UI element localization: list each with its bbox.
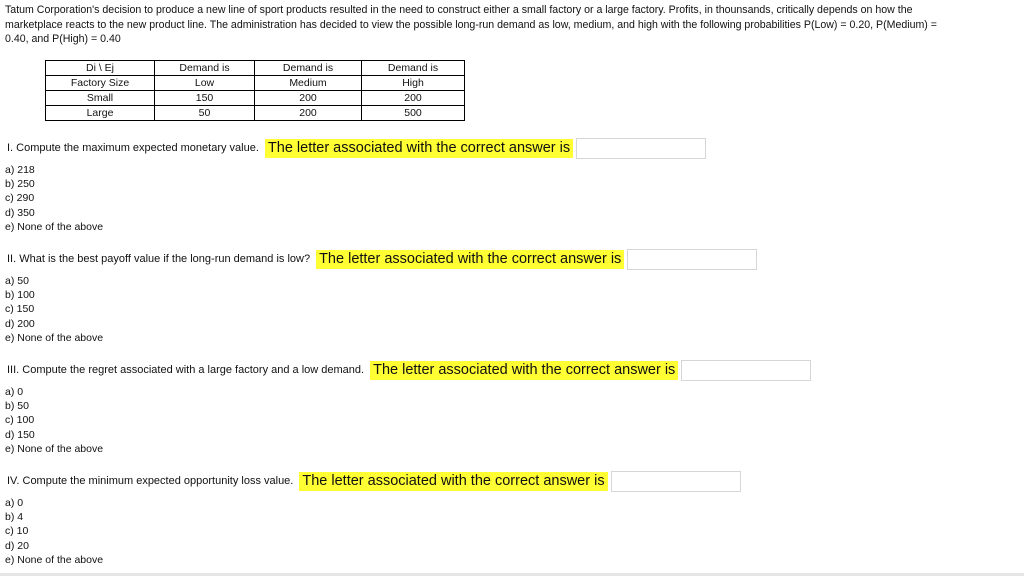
- question-4-options: [5, 496, 103, 567]
- table-cell: 500: [362, 106, 465, 121]
- option-item: b) 4: [5, 511, 24, 524]
- table-row: [46, 106, 465, 121]
- answer-prompt: The letter associated with the correct answer is: [316, 250, 624, 269]
- option-item: e) None of the above: [5, 220, 104, 233]
- option-item: c) 100: [5, 414, 35, 427]
- option-item: c) 290: [5, 192, 35, 205]
- table-cell: 200: [255, 106, 362, 121]
- table-header-cell: Low: [155, 76, 255, 91]
- table-header-cell: Medium: [255, 76, 362, 91]
- option-item: a) 50: [5, 275, 29, 287]
- table-cell: Small: [46, 91, 155, 106]
- question-2-options: [5, 274, 103, 345]
- answer-prompt: The letter associated with the correct answer is: [299, 472, 607, 491]
- question-1-answer-input[interactable]: [576, 138, 706, 159]
- option-item: b) 100: [5, 289, 35, 302]
- option-item: b) 250: [5, 178, 35, 191]
- question-2: [7, 248, 757, 270]
- table-cell: 200: [362, 91, 465, 106]
- option-item: e) None of the above: [5, 442, 104, 455]
- question-2-text: II. What is the best payoff value if the long-run demand is low?: [7, 253, 311, 265]
- option-item: a) 218: [5, 164, 35, 176]
- table-cell: 150: [155, 91, 255, 106]
- option-item: d) 150: [5, 428, 35, 441]
- option-item: a) 0: [5, 497, 24, 509]
- table-row: [46, 91, 465, 106]
- option-item: e) None of the above: [5, 553, 104, 566]
- question-2-answer-input[interactable]: [627, 249, 757, 270]
- table-header-cell: Di \ Ej: [46, 61, 155, 76]
- option-item: d) 200: [5, 317, 35, 330]
- option-item: c) 10: [5, 525, 29, 538]
- table-header-cell: Demand is: [255, 61, 362, 76]
- question-4: [7, 470, 741, 492]
- question-1-text: I. Compute the maximum expected monetary value.: [7, 142, 259, 154]
- table-cell: Large: [46, 106, 155, 121]
- option-item: e) None of the above: [5, 331, 104, 344]
- question-4-answer-input[interactable]: [611, 471, 741, 492]
- option-item: d) 20: [5, 539, 29, 552]
- payoff-table: [45, 60, 465, 121]
- table-header-cell: High: [362, 76, 465, 91]
- table-header-row-1: [46, 61, 465, 76]
- answer-prompt: The letter associated with the correct answer is: [370, 361, 678, 380]
- table-header-row-2: [46, 76, 465, 91]
- table-header-cell: Demand is: [155, 61, 255, 76]
- question-1: [7, 137, 706, 159]
- option-item: d) 350: [5, 206, 35, 219]
- question-3-text: III. Compute the regret associated with a large factory and a low demand.: [7, 364, 365, 376]
- option-item: a) 0: [5, 386, 24, 398]
- question-3: [7, 359, 811, 381]
- table-header-cell: Demand is: [362, 61, 465, 76]
- problem-line-3: 0.40, and P(High) = 0.40: [5, 33, 121, 45]
- table-header-cell: Factory Size: [46, 76, 155, 91]
- answer-prompt: The letter associated with the correct answer is: [265, 139, 573, 158]
- question-3-answer-input[interactable]: [681, 360, 811, 381]
- question-3-options: [5, 385, 103, 456]
- table-cell: 200: [255, 91, 362, 106]
- question-4-text: IV. Compute the minimum expected opportunity loss value.: [7, 475, 294, 487]
- problem-statement: [5, 3, 1005, 47]
- table-cell: 50: [155, 106, 255, 121]
- option-item: c) 150: [5, 303, 35, 316]
- option-item: b) 50: [5, 400, 29, 413]
- problem-line-2: marketplace reacts to the new product line. The administration has decided to view the possible long-run demand as low, medium, and high with the following probabilities P(Low) = 0.20, P(Medium) =: [5, 18, 937, 31]
- question-1-options: [5, 163, 103, 234]
- problem-line-1: Tatum Corporation's decision to produce a new line of sport products resulted in the need to construct either a small factory or a large factory. Profits, in thounsands, critically depends on how the: [5, 4, 913, 16]
